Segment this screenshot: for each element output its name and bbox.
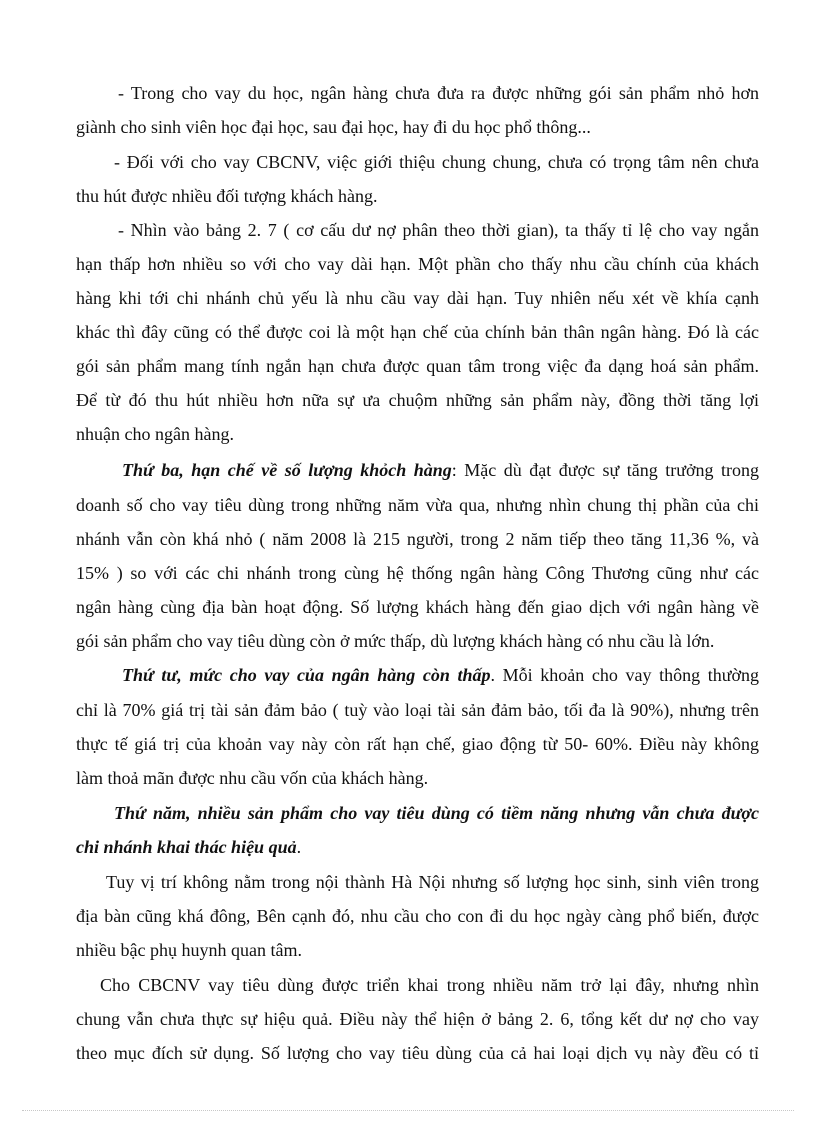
text-line: địa bàn cũng khá đông, Bên cạnh đó, nhu cầu cho con đi du học ngày càng phổ biến, được	[76, 906, 759, 926]
text-line	[122, 453, 759, 487]
text-line: - Đối với cho vay CBCNV, việc giới thiệu chung chung, chưa có trọng tâm nên chưa	[114, 152, 759, 172]
text-line: nhánh vẫn còn khá nhỏ ( năm 2008 là 215 người, trong 2 năm tiếp theo tăng 11,36 %, và	[76, 529, 759, 549]
text-line: - Nhìn vào bảng 2. 7 ( cơ cấu dư nợ phân theo thời gian), ta thấy tỉ lệ cho vay ngắn	[118, 220, 759, 240]
text-line: Cho CBCNV vay tiêu dùng được triển khai trong nhiều năm trở lại đây, nhưng nhìn	[100, 975, 759, 995]
text-line: giành cho sinh viên học đại học, sau đại học, hay đi du học phổ thông...	[76, 117, 591, 137]
text-line	[122, 658, 759, 692]
heading-continuation: . Mỗi khoản cho vay thông thường	[490, 665, 759, 685]
text-line: hàng khi tới chi nhánh chủ yếu là nhu cầu vay dài hạn. Tuy nhiên nếu xét về khía cạnh	[76, 288, 759, 308]
text-line: chỉ là 70% giá trị tài sản đảm bảo ( tuỳ vào loại tài sản đảm bảo, tối đa là 90%), nhưng trên	[76, 700, 759, 720]
text-line	[76, 830, 759, 864]
text-line: hạn thấp hơn nhiều so với cho vay dài hạn. Một phần cho thấy nhu cầu chính của khách	[76, 254, 759, 274]
text-line: nhuận cho ngân hàng.	[76, 424, 234, 444]
text-line: thực tế giá trị của khoản vay này còn rất hạn chế, giao động từ 50- 60%. Điều này không	[76, 734, 759, 754]
section-heading: Thứ ba, hạn chế về số lượng khỏch hàng	[122, 460, 452, 480]
text-line: chung vẫn chưa thực sự hiệu quả. Điều này thể hiện ở bảng 2. 6, tổng kết dư nợ cho vay	[76, 1009, 759, 1029]
text-line: làm thoả mãn được nhu cầu vốn của khách hàng.	[76, 768, 429, 788]
text-line: theo mục đích sử dụng. Số lượng cho vay tiêu dùng của cả hai loại dịch vụ này đều có tỉ	[76, 1043, 759, 1063]
text-line: 15% ) so với các chi nhánh trong cùng hệ thống ngân hàng Công Thương cũng như các	[76, 563, 759, 583]
text-line: gói sản phẩm mang tính ngắn hạn chưa được quan tâm trong việc đa dạng hoá sản phẩm.	[76, 356, 759, 376]
heading-continuation: : Mặc dù đạt được sự tăng trưởng trong	[451, 460, 759, 480]
section-heading: Thứ tư, mức cho vay của ngân hàng còn thấp	[122, 665, 491, 685]
text-line: ngân hàng cùng địa bàn hoạt động. Số lượng khách hàng đến giao dịch với ngân hàng về	[76, 597, 759, 617]
text-line: nhiều bậc phụ huynh quan tâm.	[76, 940, 302, 960]
text-line: Tuy vị trí không nằm trong nội thành Hà Nội nhưng số lượng học sinh, sinh viên trong	[106, 872, 759, 892]
page-bottom-divider	[22, 1110, 794, 1111]
text-line: thu hút được nhiều đối tượng khách hàng.	[76, 186, 378, 206]
section-heading: chi nhánh khai thác hiệu quả	[76, 837, 297, 857]
section-heading: Thứ năm, nhiều sản phẩm cho vay tiêu dùng có tiềm năng nhưng vẫn chưa được	[114, 803, 759, 823]
heading-continuation: .	[296, 837, 302, 857]
text-line: khác thì đây cũng có thể được coi là một hạn chế của chính bản thân ngân hàng. Đó là các	[76, 322, 759, 342]
text-line: - Trong cho vay du học, ngân hàng chưa đưa ra được những gói sản phẩm nhỏ hơn	[118, 83, 759, 103]
text-line: Để từ đó thu hút nhiều hơn nữa sự ưa chuộm những sản phẩm này, đồng thời tăng lợi	[76, 390, 759, 410]
text-line: gói sản phẩm cho vay tiêu dùng còn ở mức thấp, dù lượng khách hàng có nhu cầu là lớn.	[76, 631, 715, 651]
text-line: doanh số cho vay tiêu dùng trong những năm vừa qua, nhưng nhìn chung thị phần của chi	[76, 495, 759, 515]
